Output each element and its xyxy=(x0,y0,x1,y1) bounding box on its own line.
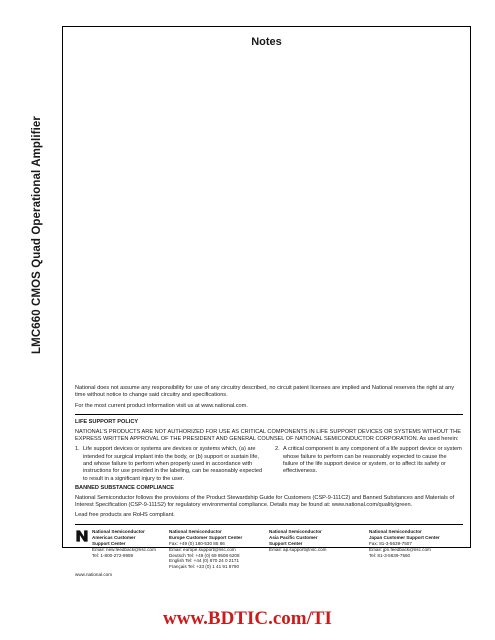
contact-line: Tel: 81-3-5639-7560 xyxy=(369,552,411,558)
contact-line: Email: ap.support@nsc.com xyxy=(269,546,327,552)
contact-line: Asia Pacific Customer xyxy=(269,534,318,540)
item-text: A critical component is any component of a life support device or system whose failure to perform can be reasonably expected to cause the failure of the life support device or system, or to affect its safety or effectiveness. xyxy=(283,446,462,475)
contact-line: English Tel: +44 (0) 870 24 0 2171 xyxy=(169,558,240,564)
footer-url-link[interactable]: www.BDTIC.com/TI xyxy=(163,608,332,629)
side-title-text: LMC660 CMOS Quad Operational Amplifier xyxy=(31,116,43,354)
lead-free-text: Lead free products are RoHS compliant. xyxy=(75,512,175,519)
divider xyxy=(75,414,463,415)
contact-line: Fax: +49 (0) 180-530 85 86 xyxy=(169,540,225,546)
contact-line: National Semiconductor xyxy=(169,528,222,534)
contact-line: Support Center xyxy=(269,540,303,546)
website-link[interactable]: www.national.com xyxy=(75,572,113,578)
life-support-heading: LIFE SUPPORT POLICY xyxy=(75,419,139,426)
europe-contact xyxy=(169,529,263,579)
current-info-text: For the most current product information visit us at www.national.com. xyxy=(75,402,248,409)
national-logo-icon xyxy=(75,529,89,543)
contact-line: National Semiconductor xyxy=(369,528,422,534)
side-title xyxy=(24,30,50,440)
contact-line: Fax: 81-3-5639-7507 xyxy=(369,540,412,546)
banned-heading: BANNED SUBSTANCE COMPLIANCE xyxy=(75,485,175,492)
japan-contact xyxy=(369,529,463,579)
contact-line: National Semiconductor xyxy=(92,528,145,534)
americas-lines xyxy=(92,529,156,559)
life-support-item-2 xyxy=(275,446,463,483)
contact-line: Français Tel: +33 (0) 1 41 91 8790 xyxy=(169,564,240,570)
contact-line: Email: new.feedback@nsc.com xyxy=(92,546,156,552)
item-number: 2. xyxy=(275,446,280,453)
contact-line: Europe Customer Support Center xyxy=(169,534,243,540)
americas-contact xyxy=(75,529,163,579)
item-number: 1. xyxy=(75,446,80,453)
contact-line: Japan Customer Support Center xyxy=(369,534,440,540)
divider xyxy=(75,524,463,525)
contact-line: Email: jpn.feedback@nsc.com xyxy=(369,546,431,552)
contact-line: Support Center xyxy=(92,540,126,546)
contacts-row xyxy=(75,529,463,579)
contact-line: Tel: 1-800-272-9959 xyxy=(92,552,134,558)
legal-section xyxy=(75,385,463,579)
contact-line: Americas Customer xyxy=(92,534,136,540)
disclaimer-text: National does not assume any responsibility for use of any circuitry described, no circuit patent licenses are implied and National reserves the right at any time without notice to change said circuitry and specifications. xyxy=(75,385,455,399)
notes-title: Notes xyxy=(251,36,282,48)
life-support-items xyxy=(75,446,463,483)
life-support-item-1 xyxy=(75,446,263,483)
banned-body: National Semiconductor follows the provisions of the Product Stewardship Guide for Customers (CSP-9-111C2) and Banned Substances and Materials of Interest Specification (CSP-9-111S2) for regulatory environmental compliance. Details may be found at: www.national.com/quality/green. xyxy=(75,494,455,508)
item-text: Life support devices or systems are devices or systems which, (a) are intended for surgical implant into the body, or (b) support or sustain life, and whose failure to perform when properly used in accordance with instructions for use provided in the labeling, can be reasonably expected to result in a significant injury to the user. xyxy=(83,446,263,482)
contact-line: National Semiconductor xyxy=(269,528,322,534)
contact-line: Deutsch Tel: +49 (0) 69 9508 6208 xyxy=(169,552,240,558)
asia-contact xyxy=(269,529,363,579)
contact-line: Email: europe.support@nsc.com xyxy=(169,546,236,552)
life-support-body: NATIONAL'S PRODUCTS ARE NOT AUTHORIZED FOR USE AS CRITICAL COMPONENTS IN LIFE SUPPORT DEVICES OR SYSTEMS WITHOUT THE EXPRESS WRITTEN APPROVAL OF THE PRESIDENT AND GENERAL COUNSEL OF NATIONAL SEMICONDUCTOR CORPORATION. As used herein: xyxy=(75,428,461,442)
